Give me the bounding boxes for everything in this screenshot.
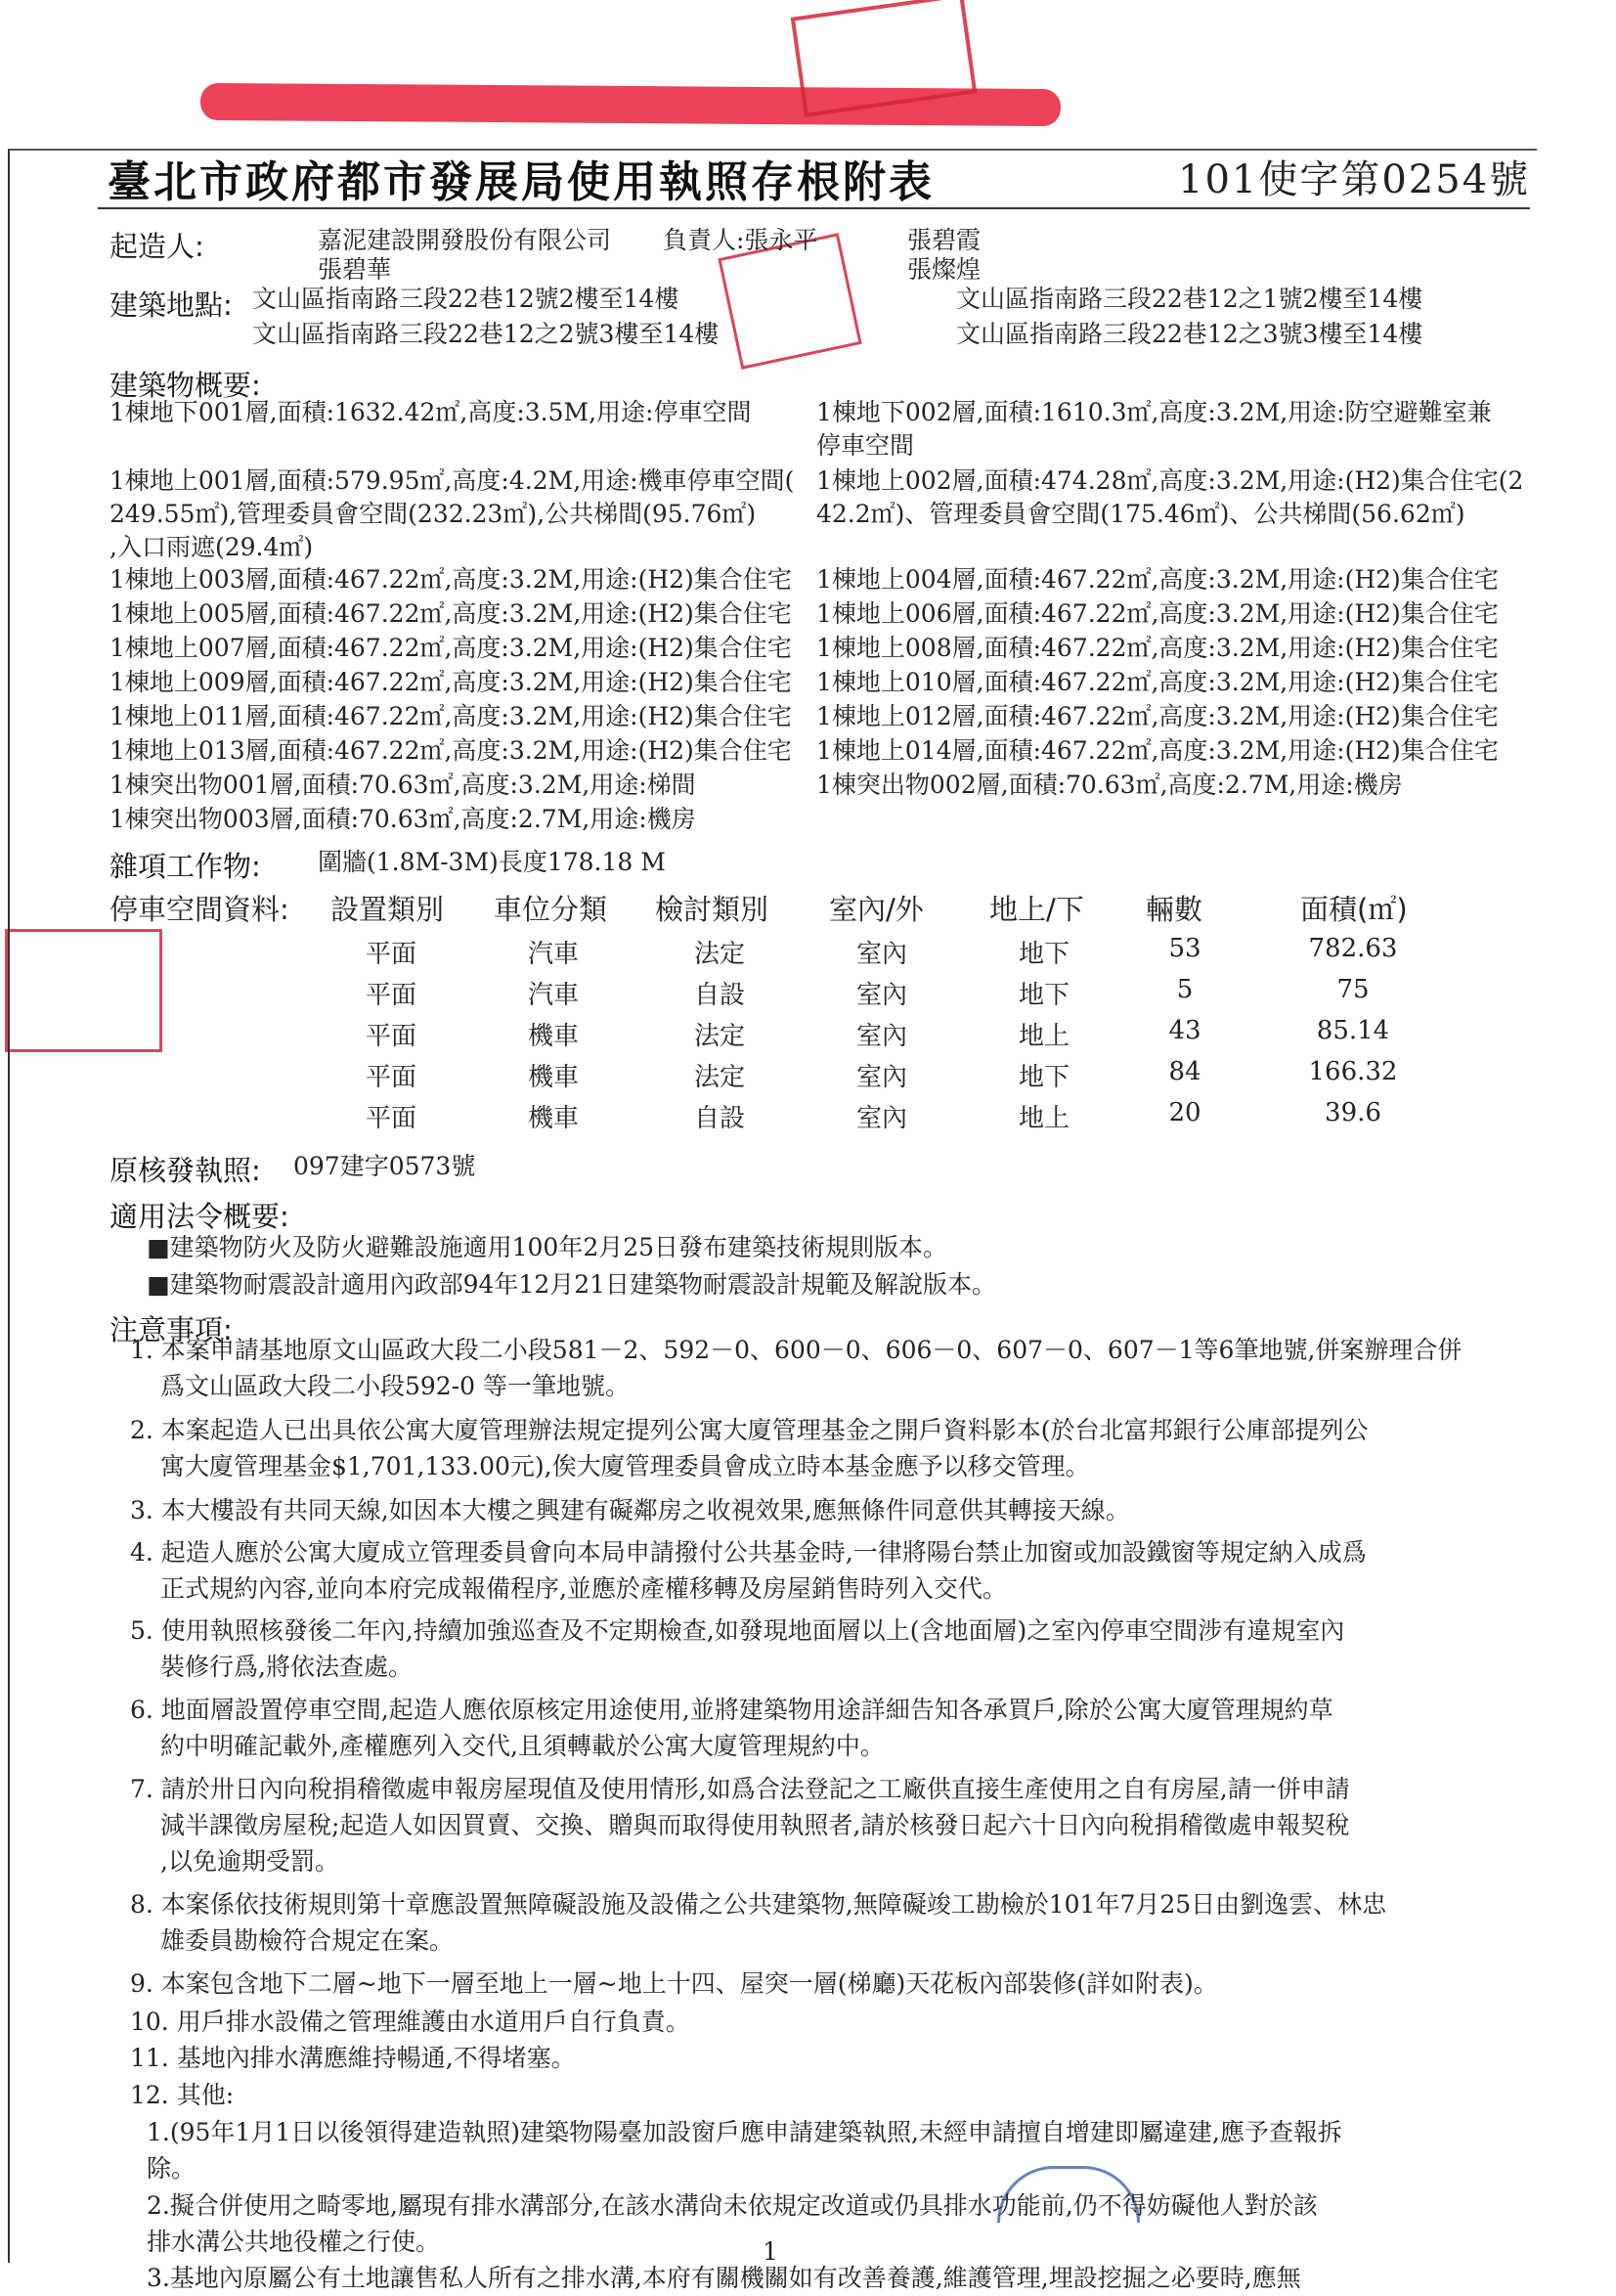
note-line: 9. 本案包含地下二層~地下一層至地上一層~地上十四、屋突一層(梯廳)天花板內部裝修(詳如附表)。 [130,1969,1218,1998]
original-license-value: 097建字0573號 [293,1152,476,1180]
note-line: 排水溝公共地役權之行使。 [147,2228,441,2256]
note-line: 3. 本大樓設有共同天線,如因本大樓之興建有礙鄰房之收視效果,應無條件同意供其轉接天線。 [130,1496,1130,1524]
floor-row: 1棟地上007層,面積:467.22㎡,高度:3.2M,用途:(H2)集合住宅 [109,634,792,662]
floor-row: 1棟地上003層,面積:467.22㎡,高度:3.2M,用途:(H2)集合住宅 [109,565,792,594]
parking-header: 地上/下 [989,893,1084,926]
note-line: 裝修行爲,將依法查處。 [160,1653,413,1681]
parking-cell: 法定 [693,1022,745,1051]
parking-cell: 自設 [693,981,745,1010]
note-line: 5. 使用執照核發後二年內,持續加強巡查及不定期檢查,如發現地面層以上(含地面層)之室內停車空間涉有違規室內 [130,1616,1345,1645]
note-line: 正式規約內容,並向本府完成報備程序,並應於產權移轉及房屋銷售時列入交代。 [160,1574,1007,1603]
floor-1-line1: 1棟地上001層,面積:579.95㎡,高度:4.2M,用途:機車停車空間( [109,466,795,495]
parking-header: 車位分類 [494,893,608,926]
site-address-4: 文山區指南路三段22巷12之3號3樓至14樓 [956,320,1423,348]
parking-cell: 平面 [365,940,416,969]
parking-cell: 84 [1168,1057,1201,1086]
parking-cell: 43 [1168,1016,1201,1045]
floor-row: 1棟地上013層,面積:467.22㎡,高度:3.2M,用途:(H2)集合住宅 [109,736,792,765]
parking-cell: 85.14 [1316,1016,1390,1045]
parking-cell: 法定 [693,940,745,969]
floor-row: 1棟地上006層,面積:467.22㎡,高度:3.2M,用途:(H2)集合住宅 [816,599,1499,628]
parking-cell: 機車 [527,1063,579,1092]
floor-b2-line1: 1棟地下002層,面積:1610.3㎡,高度:3.2M,用途:防空避難室兼 [816,398,1492,426]
parking-cell: 室內 [855,940,907,969]
owner-name-b: 張碧霞 [907,226,982,254]
page-title: 臺北市政府都市發展局使用執照存根附表 [108,157,935,207]
floor-1-line2: 249.55㎡),管理委員會空間(232.23㎡),公共梯間(95.76㎡) [109,500,757,528]
note-line: 3.基地內原屬公有土地讓售私人所有之排水溝,本府有關機關如有改善養護,維護管理,埋設挖掘之必要時,應無 [147,2264,1301,2292]
parking-cell: 地上 [1018,1022,1070,1051]
note-line: 7. 請於卅日內向稅捐稽徵處申報房屋現值及使用情形,如爲合法登記之工廠供直接生產使用之自有房屋,請一併申請 [130,1775,1350,1803]
owner-name-a: 張碧華 [318,255,392,284]
parking-cell: 地下 [1018,981,1070,1010]
owner-representative: 負責人:張永平 [663,226,818,254]
owner-name-c: 張燦煌 [907,255,982,284]
parking-cell: 166.32 [1308,1057,1398,1086]
misc-value: 圍牆(1.8M-3M)長度178.18 M [318,848,666,876]
parking-cell: 室內 [855,1022,907,1051]
floor-row: 1棟突出物002層,面積:70.63㎡,高度:2.7M,用途:機房 [816,771,1403,799]
note-line: 11. 基地內排水溝應維持暢通,不得堵塞。 [130,2044,576,2072]
floor-row: 1棟地上014層,面積:467.22㎡,高度:3.2M,用途:(H2)集合住宅 [816,736,1499,765]
parking-cell: 汽車 [527,940,579,969]
floor-row: 1棟地上011層,面積:467.22㎡,高度:3.2M,用途:(H2)集合住宅 [109,702,792,730]
site-address-3: 文山區指南路三段22巷12之2號3樓至14樓 [252,320,720,348]
owner-company: 嘉泥建設開發股份有限公司 [318,226,612,254]
parking-header: 設置類別 [330,893,445,926]
overview-label: 建築物概要: [109,369,261,402]
note-line: 2.擬合併使用之畸零地,屬現有排水溝部分,在該水溝尙未依規定改道或仍具排水功能前,仍不得妨礙他人對於該 [147,2191,1318,2220]
title-divider [98,207,1530,209]
note-line: ,以免逾期受罰。 [160,1847,339,1876]
note-line: 減半課徵房屋稅;起造人如因買賣、交換、贈與而取得使用執照者,請於核發日起六十日內向稅捐稽徵處申報契稅 [160,1811,1350,1839]
floor-row: 1棟突出物003層,面積:70.63㎡,高度:2.7M,用途:機房 [109,805,696,833]
parking-cell: 平面 [365,1022,416,1051]
note-line: 爲文山區政大段二小段592-0 等一筆地號。 [160,1372,631,1400]
note-line: 4. 起造人應於公寓大廈成立管理委員會向本局申請撥付公共基金時,一律將陽台禁止加窗或加設鐵窗等規定納入成爲 [130,1538,1367,1567]
parking-cell: 782.63 [1308,934,1398,963]
parking-cell: 法定 [693,1063,745,1092]
floor-row: 1棟地上008層,面積:467.22㎡,高度:3.2M,用途:(H2)集合住宅 [816,634,1499,662]
site-address-1: 文山區指南路三段22巷12號2樓至14樓 [252,285,679,313]
floor-row: 1棟地上010層,面積:467.22㎡,高度:3.2M,用途:(H2)集合住宅 [816,668,1499,696]
note-line: 12. 其他: [130,2081,235,2109]
floor-2-line2: 42.2㎡)、管理委員會空間(175.46㎡)、公共梯間(56.62㎡) [816,500,1465,528]
parking-label: 停車空間資料: [109,893,289,926]
notes-label: 注意事項: [109,1313,233,1347]
parking-header: 輛數 [1146,893,1203,926]
parking-cell: 5 [1176,975,1194,1004]
law-item: ■建築物防火及防火避難設施適用100年2月25日發布建築技術規則版本。 [147,1233,948,1261]
parking-cell: 39.6 [1325,1098,1381,1127]
page-number: 1 [763,2237,778,2266]
note-line: 8. 本案係依技術規則第十章應設置無障礙設施及設備之公共建築物,無障礙竣工勘檢於101年7月25日由劉逸雲、林忠 [130,1890,1387,1919]
note-line: 6. 地面層設置停車空間,起造人應依原核定用途使用,並將建築物用途詳細告知各承買戶,除於公寓大廈管理規約草 [130,1696,1333,1724]
original-license-label: 原核發執照: [109,1154,261,1187]
parking-cell: 汽車 [527,981,579,1010]
floor-row: 1棟地上009層,面積:467.22㎡,高度:3.2M,用途:(H2)集合住宅 [109,668,792,696]
floor-row: 1棟突出物001層,面積:70.63㎡,高度:3.2M,用途:梯間 [109,771,696,799]
parking-cell: 53 [1168,934,1201,963]
owner-label: 起造人: [109,230,204,263]
parking-cell: 機車 [527,1104,579,1133]
parking-header: 面積(㎡) [1300,893,1408,926]
note-line: 除。 [147,2154,197,2183]
parking-cell: 地下 [1018,1063,1070,1092]
parking-cell: 室內 [855,1063,907,1092]
parking-cell: 室內 [855,1104,907,1133]
parking-header: 檢討類別 [655,893,769,926]
parking-cell: 自設 [693,1104,745,1133]
note-line: 2. 本案起造人已出具依公寓大廈管理辦法規定提列公寓大廈管理基金之開戶資料影本(於台北富邦銀行公庫部提列公 [130,1416,1369,1444]
floor-2-line1: 1棟地上002層,面積:474.28㎡,高度:3.2M,用途:(H2)集合住宅(2 [816,466,1524,495]
floor-row: 1棟地上012層,面積:467.22㎡,高度:3.2M,用途:(H2)集合住宅 [816,702,1499,730]
note-line: 1.(95年1月1日以後領得建造執照)建築物陽臺加設窗戶應申請建築執照,未經申請擅自增建即屬違建,應予查報拆 [147,2118,1342,2146]
floor-b2-line2: 停車空間 [816,431,915,460]
site-label: 建築地點: [109,288,233,322]
floor-b1: 1棟地下001層,面積:1632.42㎡,高度:3.5M,用途:停車空間 [109,398,752,426]
parking-cell: 地下 [1018,940,1070,969]
parking-cell: 平面 [365,1063,416,1092]
parking-cell: 75 [1336,975,1370,1004]
parking-cell: 室內 [855,981,907,1010]
note-line: 1. 本案申請基地原文山區政大段二小段581－2、592－0、600－0、606－0、607－0、607－1等6筆地號,併案辦理合併 [130,1336,1463,1364]
laws-label: 適用法令概要: [109,1200,289,1233]
floor-row: 1棟地上005層,面積:467.22㎡,高度:3.2M,用途:(H2)集合住宅 [109,599,792,628]
note-line: 寓大廈管理基金$1,701,133.00元),俟大廈管理委員會成立時本基金應予以移交管理。 [160,1452,1090,1480]
site-address-2: 文山區指南路三段22巷12之1號2樓至14樓 [956,285,1423,313]
parking-cell: 平面 [365,1104,416,1133]
parking-cell: 機車 [527,1022,579,1051]
note-line: 10. 用戶排水設備之管理維護由水道用戶自行負責。 [130,2008,690,2036]
permit-number: 101使字第0254號 [1178,157,1531,202]
floor-row: 1棟地上004層,面積:467.22㎡,高度:3.2M,用途:(H2)集合住宅 [816,565,1499,594]
parking-header: 室內/外 [829,893,924,926]
law-item: ■建築物耐震設計適用內政部94年12月21日建築物耐震設計規範及解說版本。 [147,1270,997,1299]
floor-1-line3: ,入口雨遮(29.4㎡) [109,533,314,561]
parking-cell: 地上 [1018,1104,1070,1133]
note-line: 約中明確記載外,產權應列入交代,且須轉載於公寓大廈管理規約中。 [160,1732,885,1760]
parking-cell: 20 [1168,1098,1201,1127]
note-line: 雄委員勘檢符合規定在案。 [160,1926,455,1955]
parking-cell: 平面 [365,981,416,1010]
misc-label: 雜項工作物: [109,850,261,883]
